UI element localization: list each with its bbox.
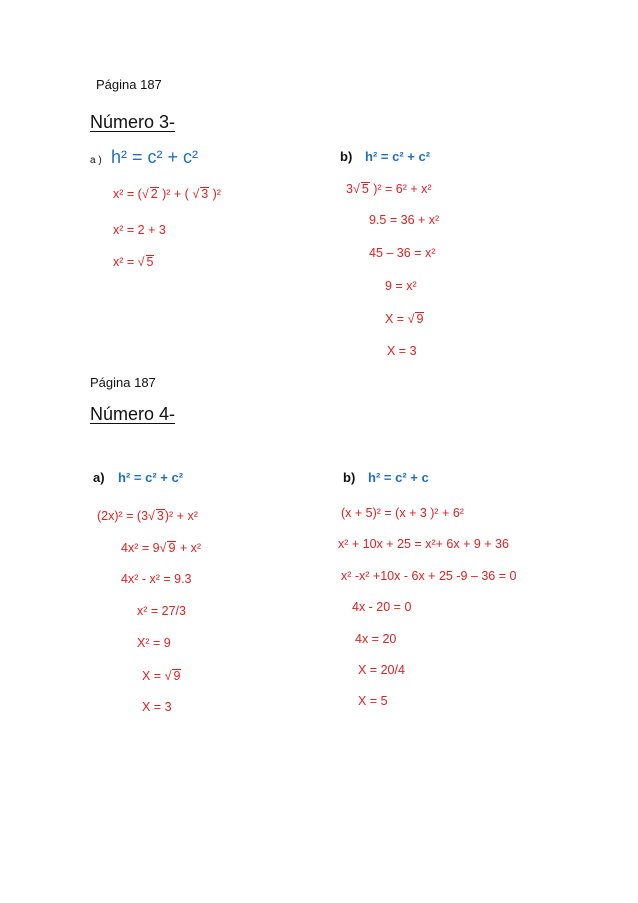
- step-4a-4: x² = 27/3: [137, 604, 186, 618]
- step-3b-5: X = √ 9: [385, 312, 424, 326]
- step-3b-6: X = 3: [387, 344, 417, 358]
- heading-numero-3: Número 3-: [90, 112, 176, 132]
- part-b-label-4: b): [343, 470, 356, 485]
- part-a-label-3: a ): [90, 155, 102, 166]
- step-3a-1: x² = (√ 2 )² + ( √ 3 )²: [113, 187, 221, 201]
- formula-4a: h² = c² + c²: [118, 470, 184, 485]
- page-label-3: Página 187: [96, 77, 162, 92]
- step-3b-3: 45 – 36 = x²: [369, 246, 436, 260]
- step-3b-1: 3√ 5 )² = 6² + x²: [346, 182, 432, 196]
- step-4b-3: x² -x² +10x - 6x + 25 -9 – 36 = 0: [341, 569, 517, 583]
- step-4b-1: (x + 5)² = (x + 3 )² + 6²: [341, 506, 464, 520]
- step-4b-5: 4x = 20: [355, 632, 397, 646]
- step-3b-4: 9 = x²: [385, 279, 417, 293]
- step-3a-3: x² = √ 5: [113, 255, 154, 269]
- step-4a-7: X = 3: [142, 700, 172, 714]
- step-4b-7: X = 5: [358, 694, 388, 708]
- step-3a-2: x² = 2 + 3: [113, 223, 166, 237]
- formula-4b: h² = c² + c: [368, 470, 429, 485]
- step-4b-4: 4x - 20 = 0: [352, 600, 412, 614]
- step-4b-2: x² + 10x + 25 = x²+ 6x + 9 + 36: [338, 537, 509, 551]
- formula-3a: h² = c² + c²: [111, 147, 199, 167]
- formula-3b: h² = c² + c²: [365, 149, 431, 164]
- page-label-4: Página 187: [90, 375, 156, 390]
- step-4a-3: 4x² - x² = 9.3: [121, 572, 192, 586]
- step-4a-1: (2x)² = (3√ 3)² + x²: [97, 509, 198, 523]
- step-3b-2: 9.5 = 36 + x²: [369, 213, 440, 227]
- step-4b-6: X = 20/4: [358, 663, 405, 677]
- step-4a-5: X² = 9: [137, 636, 171, 650]
- step-4a-6: X = √ 9: [142, 669, 181, 683]
- part-b-label-3: b): [340, 149, 353, 164]
- heading-numero-4: Número 4-: [90, 404, 176, 424]
- part-a-label-4: a): [93, 470, 105, 485]
- step-4a-2: 4x² = 9√ 9 + x²: [121, 541, 202, 555]
